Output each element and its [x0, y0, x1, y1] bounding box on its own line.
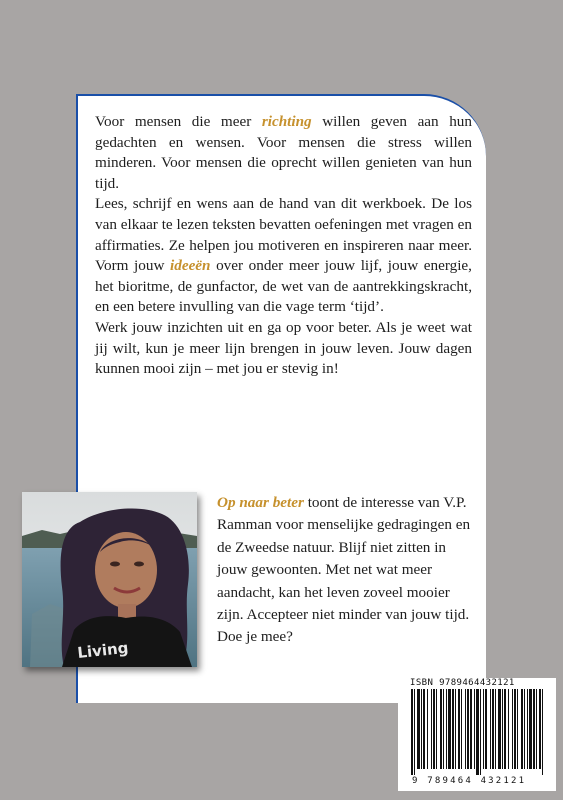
author-photo-image	[22, 492, 197, 667]
barcode-bar	[508, 689, 509, 769]
body-text-2: over onder meer jouw lijf, jouw energie, het bioritme, de gunfactor, de wet van de aantrekkingskracht, en een betere invulling van die vage term ‘tijd’.	[95, 257, 472, 316]
body-text-1: Lees, schrijf en wens aan de hand van dit werkboek. De los van elkaar te lezen teksten bevatten oefeningen met vragen en affirmaties. Ze helpen jou motiveren en inspireren naar meer. Vorm jouw	[95, 195, 472, 275]
barcode-bar	[436, 689, 437, 769]
barcode-bar	[504, 689, 506, 769]
bio-paragraph	[217, 492, 475, 649]
barcode-bar	[514, 689, 516, 769]
bio-text: toont de interesse van V.P. Ramman voor menselijke gedragingen en de Zweedse natuur. Blijf niet zitten in jouw gewoonten. Met net wat meer aandacht, kan het leven zoveel mooier zijn. Accepteer niet minder van jouw tijd. Doe je mee?	[217, 494, 471, 646]
barcode-bar	[423, 689, 425, 769]
barcode-bar	[461, 689, 462, 769]
book-title-accent: Op naar beter	[217, 494, 304, 511]
barcode-bar	[414, 689, 415, 775]
barcode-bar	[448, 689, 451, 769]
barcode-bar	[465, 689, 466, 769]
accent-richting: richting	[261, 113, 312, 130]
barcode-bar	[529, 689, 532, 769]
barcode-bar	[527, 689, 528, 769]
barcode-bar	[542, 689, 543, 775]
closing-paragraph: Werk jouw inzichten uit en ga op voor beter. Als je weet wat jij wilt, kun je meer lijn brengen in jouw leven. Jouw dagen kunnen mooi zijn – met jou er stevig in!	[95, 318, 472, 378]
intro-text-1: Voor mensen die meer	[95, 113, 262, 130]
barcode-bar	[421, 689, 422, 769]
isbn-digits: 9 789464 432121	[412, 776, 527, 786]
barcode-bar	[440, 689, 442, 769]
barcode-bar	[474, 689, 475, 769]
barcode-bar	[539, 689, 541, 769]
barcode-bar	[492, 689, 494, 769]
barcode-bar	[455, 689, 456, 769]
barcode-bar	[431, 689, 432, 769]
barcode-bar	[498, 689, 501, 769]
barcode-bar	[485, 689, 487, 769]
intro-paragraph	[95, 112, 472, 194]
barcode-bar	[502, 689, 503, 769]
author-photo	[22, 492, 197, 667]
barcode-bar	[536, 689, 537, 769]
barcode-bar	[495, 689, 496, 769]
barcode-icon	[409, 689, 549, 775]
barcode-bar	[533, 689, 535, 769]
body-paragraph	[95, 194, 472, 318]
barcode-bar	[517, 689, 518, 769]
isbn-label: ISBN 9789464432121	[410, 678, 515, 688]
barcode-bar	[521, 689, 523, 769]
barcode-bar	[470, 689, 472, 769]
barcode-bar	[452, 689, 454, 769]
barcode-bar	[467, 689, 469, 769]
accent-ideeen: ideeën	[170, 257, 211, 275]
barcode-bar	[512, 689, 513, 769]
barcode-bar	[427, 689, 428, 769]
intro-text-2: willen geven aan hun gedachten en wensen. Voor mensen die stress willen minderen. Voor mensen die oprecht willen genieten van hun tijd.	[95, 113, 472, 192]
barcode-bar	[476, 689, 479, 775]
barcode-bar	[417, 689, 420, 769]
barcode-bar	[446, 689, 447, 769]
shirt-text: Living	[76, 638, 130, 662]
barcode-bar	[443, 689, 444, 769]
barcode-bar	[480, 689, 481, 775]
barcode-bar	[490, 689, 491, 769]
barcode-bar	[433, 689, 435, 769]
barcode-bar	[458, 689, 460, 769]
back-cover-text	[95, 112, 472, 380]
barcode-bar	[483, 689, 484, 769]
barcode-bar	[524, 689, 525, 769]
barcode-bar	[411, 689, 413, 775]
